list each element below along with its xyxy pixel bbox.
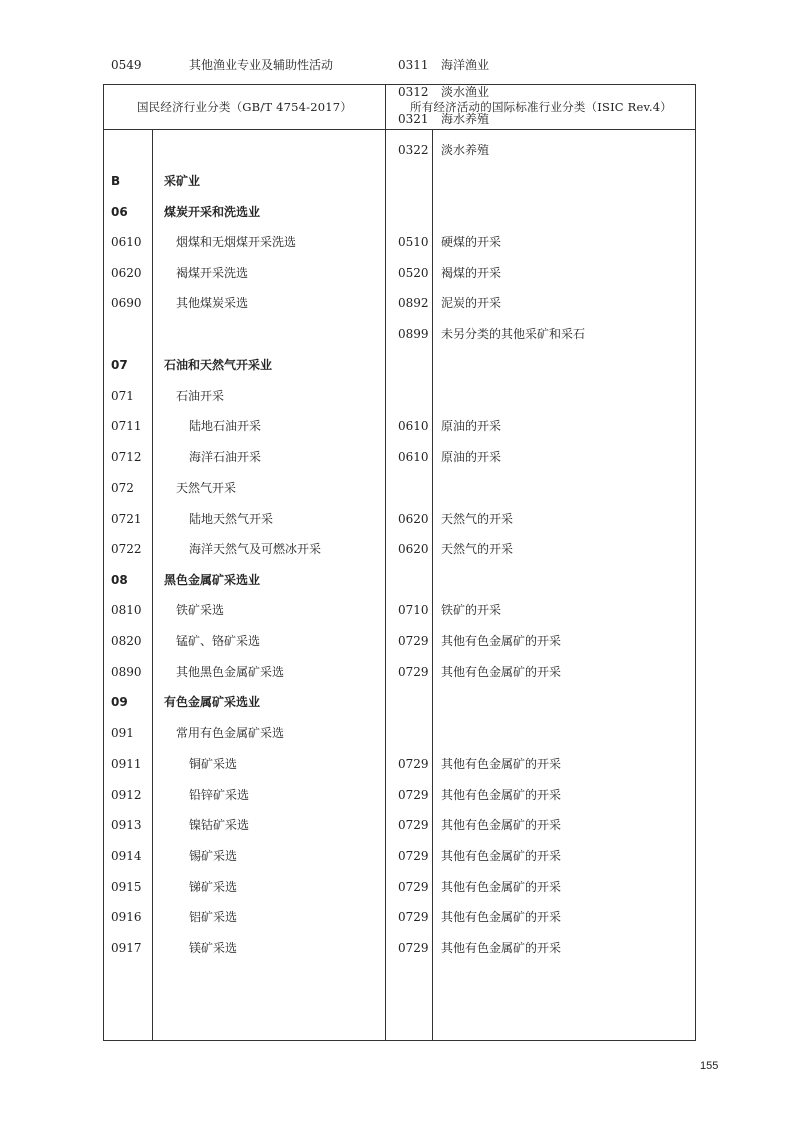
table-row	[104, 232, 695, 252]
gbt-code-cell: 0914	[111, 849, 142, 863]
gbt-code-cell: 08	[111, 573, 128, 587]
isic-code-cell: 0520	[398, 266, 429, 280]
isic-code-cell: 0729	[398, 788, 429, 802]
gbt-code-cell: 0721	[111, 512, 142, 526]
isic-code-cell: 0729	[398, 880, 429, 894]
isic-code-cell: 0729	[398, 818, 429, 832]
isic-code-cell: 0710	[398, 603, 429, 617]
isic-name-cell: 褐煤的开采	[441, 266, 502, 280]
table-row	[104, 386, 695, 406]
gbt-code-cell: 06	[111, 205, 128, 219]
isic-code-cell: 0729	[398, 910, 429, 924]
header-divider	[104, 129, 695, 130]
gbt-name-cell: 烟煤和无烟煤开采洗选	[176, 235, 297, 249]
isic-name-cell: 原油的开采	[441, 419, 502, 433]
table-row	[104, 293, 695, 313]
gbt-name-cell: 铁矿采选	[176, 603, 225, 617]
table-row	[104, 631, 695, 651]
gbt-code-cell: 091	[111, 726, 134, 740]
gbt-name-cell: 常用有色金属矿采选	[176, 726, 285, 740]
gbt-name-cell: 其他黑色金属矿采选	[176, 665, 285, 679]
gbt-code-cell: 0913	[111, 818, 142, 832]
table-row	[104, 509, 695, 529]
isic-code-cell: 0729	[398, 757, 429, 771]
table-row	[104, 600, 695, 620]
table-row	[104, 263, 695, 283]
isic-code-cell: 0729	[398, 634, 429, 648]
isic-code-cell: 0322	[398, 143, 429, 157]
isic-name-cell: 其他有色金属矿的开采	[441, 910, 562, 924]
gbt-code-cell: 0916	[111, 910, 142, 924]
isic-code-cell: 0620	[398, 542, 429, 556]
isic-name-cell: 其他有色金属矿的开采	[441, 941, 562, 955]
gbt-code-cell: 0820	[111, 634, 142, 648]
gbt-code-cell: 0690	[111, 296, 142, 310]
gbt-code-cell: B	[111, 174, 121, 188]
table-row	[104, 877, 695, 897]
gbt-name-cell: 石油开采	[176, 389, 225, 403]
gbt-code-cell: 0810	[111, 603, 142, 617]
gbt-code-cell: 0610	[111, 235, 142, 249]
isic-code-cell: 0729	[398, 941, 429, 955]
isic-name-cell: 海水养殖	[441, 112, 490, 126]
gbt-code-cell: 0911	[111, 757, 142, 771]
table-row	[104, 662, 695, 682]
gbt-code-cell: 072	[111, 481, 134, 495]
isic-code-cell: 0892	[398, 296, 429, 310]
table-row	[104, 478, 695, 498]
table-row	[104, 82, 695, 102]
table-row	[104, 815, 695, 835]
gbt-name-cell: 其他渔业专业及辅助性活动	[189, 58, 334, 72]
gbt-name-cell: 铝矿采选	[189, 910, 238, 924]
gbt-name-cell: 镁矿采选	[189, 941, 238, 955]
table-row	[104, 140, 695, 160]
gbt-name-cell: 采矿业	[164, 174, 201, 188]
isic-name-cell: 其他有色金属矿的开采	[441, 880, 562, 894]
gbt-code-cell: 071	[111, 389, 134, 403]
gbt-name-cell: 其他煤炭采选	[176, 296, 249, 310]
gbt-code-cell: 07	[111, 358, 128, 372]
gbt-code-cell: 0917	[111, 941, 142, 955]
isic-code-cell: 0610	[398, 450, 429, 464]
isic-name-cell: 泥炭的开采	[441, 296, 502, 310]
isic-name-cell: 其他有色金属矿的开采	[441, 849, 562, 863]
table-row	[104, 447, 695, 467]
table-row	[104, 539, 695, 559]
table-row	[104, 416, 695, 436]
table-row	[104, 55, 695, 75]
gbt-name-cell: 石油和天然气开采业	[164, 358, 273, 372]
table-row	[104, 109, 695, 129]
gbt-name-cell: 天然气开采	[176, 481, 237, 495]
isic-name-cell: 铁矿的开采	[441, 603, 502, 617]
table-row	[104, 355, 695, 375]
table-row	[104, 785, 695, 805]
header-isic-column: 所有经济活动的国际标准行业分类（ISIC Rev.4）	[410, 100, 672, 114]
isic-name-cell: 淡水养殖	[441, 143, 490, 157]
gbt-name-cell: 褐煤开采洗选	[176, 266, 249, 280]
isic-name-cell: 其他有色金属矿的开采	[441, 757, 562, 771]
isic-name-cell: 其他有色金属矿的开采	[441, 818, 562, 832]
gbt-name-cell: 陆地石油开采	[189, 419, 262, 433]
isic-name-cell: 天然气的开采	[441, 542, 514, 556]
isic-code-cell: 0620	[398, 512, 429, 526]
table-row	[104, 324, 695, 344]
gbt-code-cell: 0912	[111, 788, 142, 802]
isic-code-cell: 0510	[398, 235, 429, 249]
gbt-code-cell: 0711	[111, 419, 142, 433]
table-row	[104, 202, 695, 222]
table-row	[104, 692, 695, 712]
isic-code-cell: 0899	[398, 327, 429, 341]
gbt-name-cell: 镍钴矿采选	[189, 818, 250, 832]
table-row	[104, 723, 695, 743]
isic-name-cell: 硬煤的开采	[441, 235, 502, 249]
table-row	[104, 938, 695, 958]
isic-code-cell: 0729	[398, 849, 429, 863]
isic-name-cell: 天然气的开采	[441, 512, 514, 526]
gbt-code-cell: 0890	[111, 665, 142, 679]
isic-name-cell: 淡水渔业	[441, 85, 490, 99]
isic-name-cell: 其他有色金属矿的开采	[441, 788, 562, 802]
gbt-name-cell: 煤炭开采和洗选业	[164, 205, 261, 219]
isic-name-cell: 其他有色金属矿的开采	[441, 634, 562, 648]
gbt-name-cell: 铅锌矿采选	[189, 788, 250, 802]
header-gbt-column: 国民经济行业分类（GB/T 4754-2017）	[136, 100, 353, 114]
gbt-code-cell: 09	[111, 695, 128, 709]
isic-name-cell: 原油的开采	[441, 450, 502, 464]
gbt-code-cell: 0620	[111, 266, 142, 280]
table-row	[104, 907, 695, 927]
page-number: 155	[700, 1060, 719, 1072]
gbt-name-cell: 锑矿采选	[189, 880, 238, 894]
table-row	[104, 846, 695, 866]
gbt-code-cell: 0722	[111, 542, 142, 556]
isic-code-cell: 0321	[398, 112, 429, 126]
isic-name-cell: 海洋渔业	[441, 58, 490, 72]
isic-code-cell: 0312	[398, 85, 429, 99]
table-row	[104, 570, 695, 590]
gbt-name-cell: 陆地天然气开采	[189, 512, 274, 526]
table-row	[104, 754, 695, 774]
isic-name-cell: 未另分类的其他采矿和采石	[441, 327, 586, 341]
gbt-name-cell: 锡矿采选	[189, 849, 238, 863]
isic-code-cell: 0729	[398, 665, 429, 679]
isic-name-cell: 其他有色金属矿的开采	[441, 665, 562, 679]
gbt-code-cell: 0549	[111, 58, 142, 72]
classification-table	[103, 58, 696, 1041]
isic-code-cell: 0311	[398, 58, 429, 72]
gbt-name-cell: 海洋石油开采	[189, 450, 262, 464]
gbt-name-cell: 铜矿采选	[189, 757, 238, 771]
gbt-code-cell: 0915	[111, 880, 142, 894]
isic-code-cell: 0610	[398, 419, 429, 433]
gbt-name-cell: 海洋天然气及可燃冰开采	[189, 542, 322, 556]
table-row	[104, 171, 695, 191]
gbt-name-cell: 有色金属矿采选业	[164, 695, 261, 709]
gbt-code-cell: 0712	[111, 450, 142, 464]
gbt-name-cell: 黑色金属矿采选业	[164, 573, 261, 587]
gbt-name-cell: 锰矿、铬矿采选	[176, 634, 261, 648]
